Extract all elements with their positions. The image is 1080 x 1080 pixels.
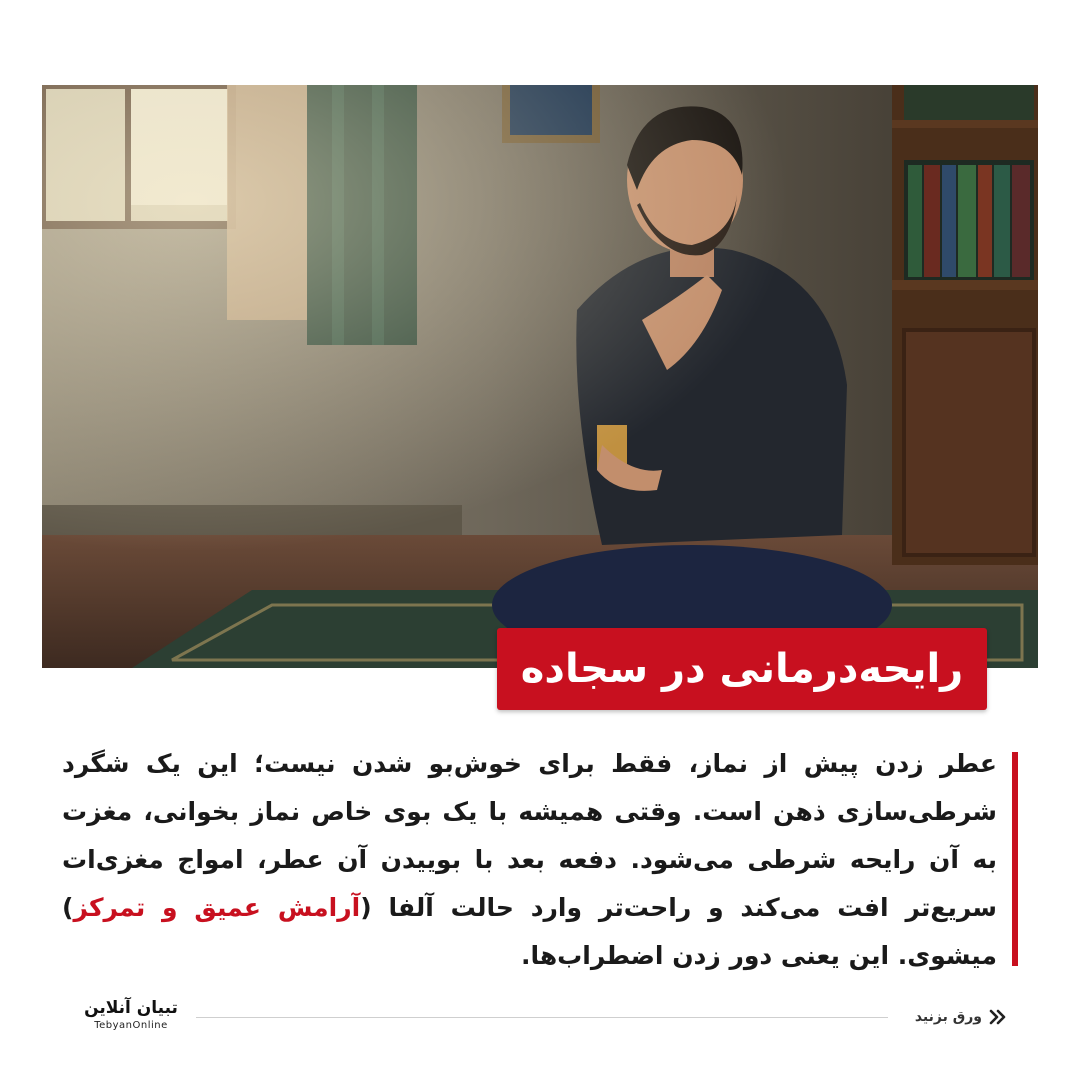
tebyan-logo [84,998,178,1040]
logo-fa-text: تبیان آنلاین [84,998,178,1018]
footer-divider [196,1017,888,1018]
body-paragraph [62,740,997,980]
double-chevron-right-icon [988,1009,1008,1025]
headline-text: رایحه‌درمانی در سجاده [520,646,964,692]
body-text-before: عطر زدن پیش از نماز، فقط برای خوش‌بو شدن نیست؛ این یک شگرد شرطی‌سازی ذهن است. وقتی همیشه با یک بوی خاص نماز بخوانی، مغزت به آن رایحه شرطی می‌شود. دفعه بعد با بوییدن آن عطر، امواج مغزی‌ات سریع‌تر افت می‌کند و راحت‌تر وارد حالت آلفا ( [62,749,997,922]
logo-en-text: TebyanOnline [94,1020,168,1031]
swipe-label: ورق بزنید [914,1009,982,1025]
hero-photo [42,85,1038,668]
swipe-hint[interactable] [915,1004,1008,1030]
accent-bar [1012,752,1018,966]
headline-banner [497,628,987,710]
body-text-after: ) میشوی. این یعنی دور زدن اضطراب‌ها. [62,893,997,970]
body-highlight: آرامش عمیق و تمرکز [73,893,361,922]
